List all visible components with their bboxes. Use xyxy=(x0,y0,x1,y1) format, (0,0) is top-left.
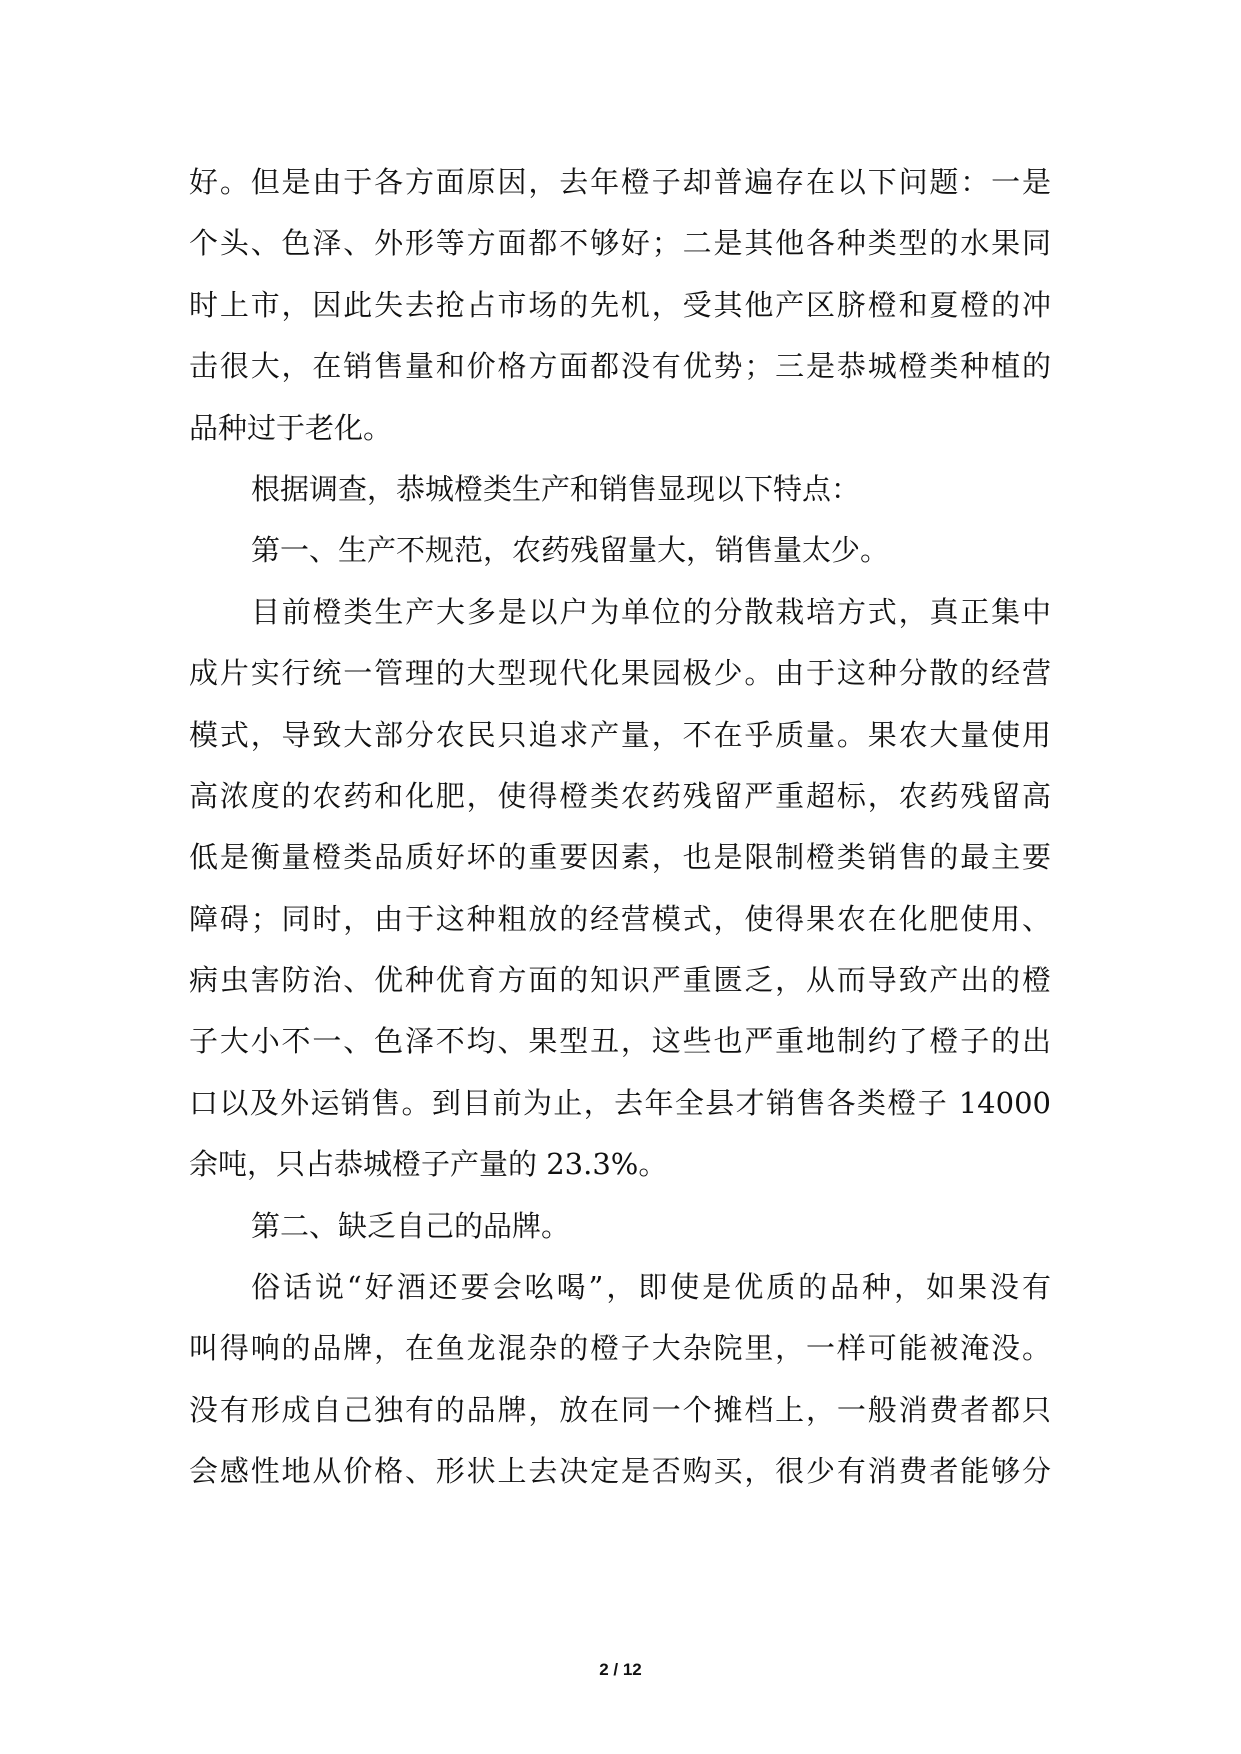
text-line: 障碍；同时，由于这种粗放的经营模式，使得果农在化肥使用、 xyxy=(189,901,1051,936)
section-heading: 第一、生产不规范，农药残留量大，销售量太少。 xyxy=(251,533,890,568)
text-line: 成片实行统一管理的大型现代化果园极少。由于这种分散的经营 xyxy=(189,656,1051,691)
text-line: 俗话说“好酒还要会吆喝”，即使是优质的品种，如果没有 xyxy=(251,1270,1051,1305)
text-line: 余吨，只占恭城橙子产量的 23.3%。 xyxy=(189,1147,668,1182)
text-line: 叫得响的品牌，在鱼龙混杂的橙子大杂院里，一样可能被淹没。 xyxy=(189,1331,1051,1366)
text-line: 会感性地从价格、形状上去决定是否购买，很少有消费者能够分 xyxy=(189,1454,1051,1489)
text-line: 没有形成自己独有的品牌，放在同一个摊档上，一般消费者都只 xyxy=(189,1392,1051,1427)
text-line: 目前橙类生产大多是以户为单位的分散栽培方式，真正集中 xyxy=(251,594,1051,629)
text-line: 个头、色泽、外形等方面都不够好；二是其他各种类型的水果同 xyxy=(189,226,1051,261)
text-line: 击很大，在销售量和价格方面都没有优势；三是恭城橙类种植的 xyxy=(189,349,1051,384)
body-text xyxy=(189,152,1051,1503)
text-line: 口以及外运销售。到目前为止，去年全县才销售各类橙子 14000 xyxy=(189,1085,1051,1120)
page-number: 2 / 12 xyxy=(599,1660,642,1679)
text-line: 子大小不一、色泽不均、果型丑，这些也严重地制约了橙子的出 xyxy=(189,1024,1051,1059)
text-line: 高浓度的农药和化肥，使得橙类农药残留严重超标，农药残留高 xyxy=(189,778,1051,813)
text-line: 模式，导致大部分农民只追求产量，不在乎质量。果农大量使用 xyxy=(189,717,1051,752)
text-line: 根据调查，恭城橙类生产和销售显现以下特点： xyxy=(251,471,861,506)
text-line: 时上市，因此失去抢占市场的先机，受其他产区脐橙和夏橙的冲 xyxy=(189,287,1051,322)
text-line: 病虫害防治、优种优育方面的知识严重匮乏，从而导致产出的橙 xyxy=(189,963,1051,998)
text-line: 品种过于老化。 xyxy=(189,410,393,445)
text-line: 低是衡量橙类品质好坏的重要因素，也是限制橙类销售的最主要 xyxy=(189,840,1051,875)
text-line: 好。但是由于各方面原因，去年橙子却普遍存在以下问题：一是 xyxy=(189,165,1051,199)
section-heading: 第二、缺乏自己的品牌。 xyxy=(251,1208,571,1243)
